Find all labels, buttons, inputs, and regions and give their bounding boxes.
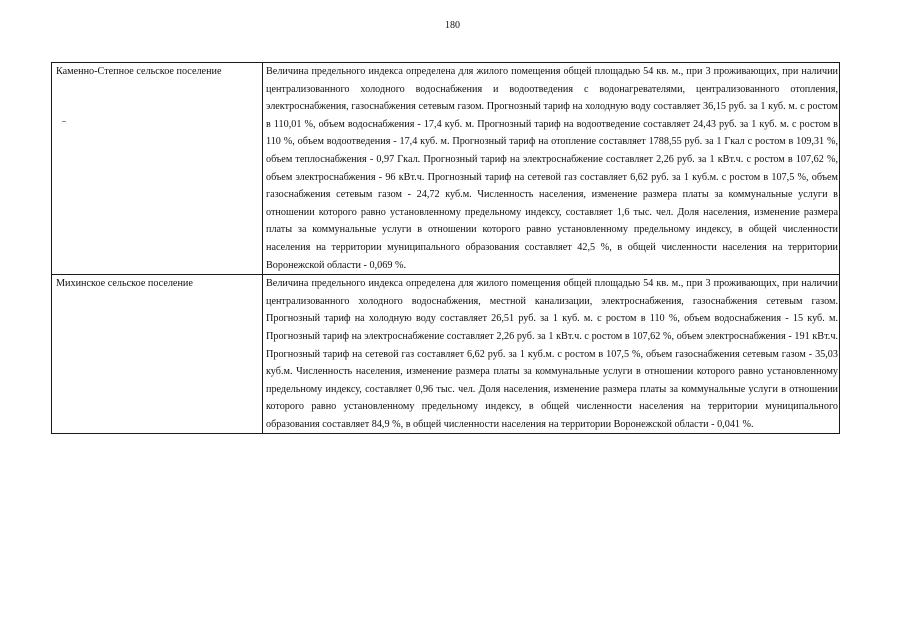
settlements-table: [51, 62, 840, 434]
settlement-description: Величина предельного индекса определена для жилого помещения общей площадью 54 кв. м., при 3 проживающих, при наличии централизованного холодного водоснабжения и водоотведения с водонагревателями, централизованного отопления, электроснабжения, газоснабжения сетевым газом. Прогнозный тариф на холодную воду составляет 36,15 руб. за 1 куб. м. с ростом в 110,01 %, объем водоснабжения - 17,4 куб. м. Прогнозный тариф на водоотведение составляет 24,43 руб. за 1 куб. м. с ростом в 110 %, объем водоотведения - 17,4 куб. м. Прогнозный тариф на отопление составляет 1788,55 руб. за 1 Гкал с ростом в 109,31 %, объем теплоснабжения - 0,97 Гкал. Прогнозный тариф на электроснабжение составляет 2,26 руб. за 1 кВт.ч. с ростом в 107,62 %, объем электроснабжения - 96 кВт.ч. Прогнозный тариф на сетевой газ составляет 6,62 руб. за 1 куб.м. с ростом в 107,5 %, объем газоснабжения сетевым газом - 24,72 куб.м. Численность населения, изменение размера платы за коммунальные услуги в отношении которого равно установленному предельному индексу, составляет 1,6 тыс. чел. Доля населения, изменение размера платы за коммунальные услуги в отношении которого равно установленному предельному индексу, в общей численности населения на территории муниципального образования составляет 42,5 %, в общей численности населения на территории Воронежской области - 0,069 %.: [263, 63, 840, 275]
table-row: [52, 275, 840, 434]
settlement-name: Каменно-Степное сельское поселение: [52, 63, 263, 275]
settlement-name: Михинское сельское поселение: [52, 275, 263, 434]
page-number: 180: [445, 20, 460, 31]
table-row: [52, 63, 840, 275]
settlement-description: Величина предельного индекса определена для жилого помещения общей площадью 54 кв. м., при 3 проживающих, при наличии централизованного холодного водоснабжения, местной канализации, электроснабжения, газоснабжения сетевым газом. Прогнозный тариф на холодную воду составляет 26,51 руб. за 1 куб. м. с ростом в 110 %, объем водоснабжения - 15 куб. м. Прогнозный тариф на электроснабжение составляет 2,26 руб. за 1 кВт.ч. с ростом в 107,62 %, объем электроснабжения - 191 кВт.ч. Прогнозный тариф на сетевой газ составляет 6,62 руб. за 1 куб.м. с ростом в 107,5 %, объем газоснабжения сетевым газом - 35,03 куб.м. Численность населения, изменение размера платы за коммунальные услуги в отношении которого равно установленному предельному индексу, составляет 0,96 тыс. чел. Доля населения, изменение размера платы за коммунальные услуги в отношении которого равно установленному предельному индексу, в общей численности населения на территории муниципального образования составляет 84,9 %, в общей численности населения на территории Воронежской области - 0,041 %.: [263, 275, 840, 434]
